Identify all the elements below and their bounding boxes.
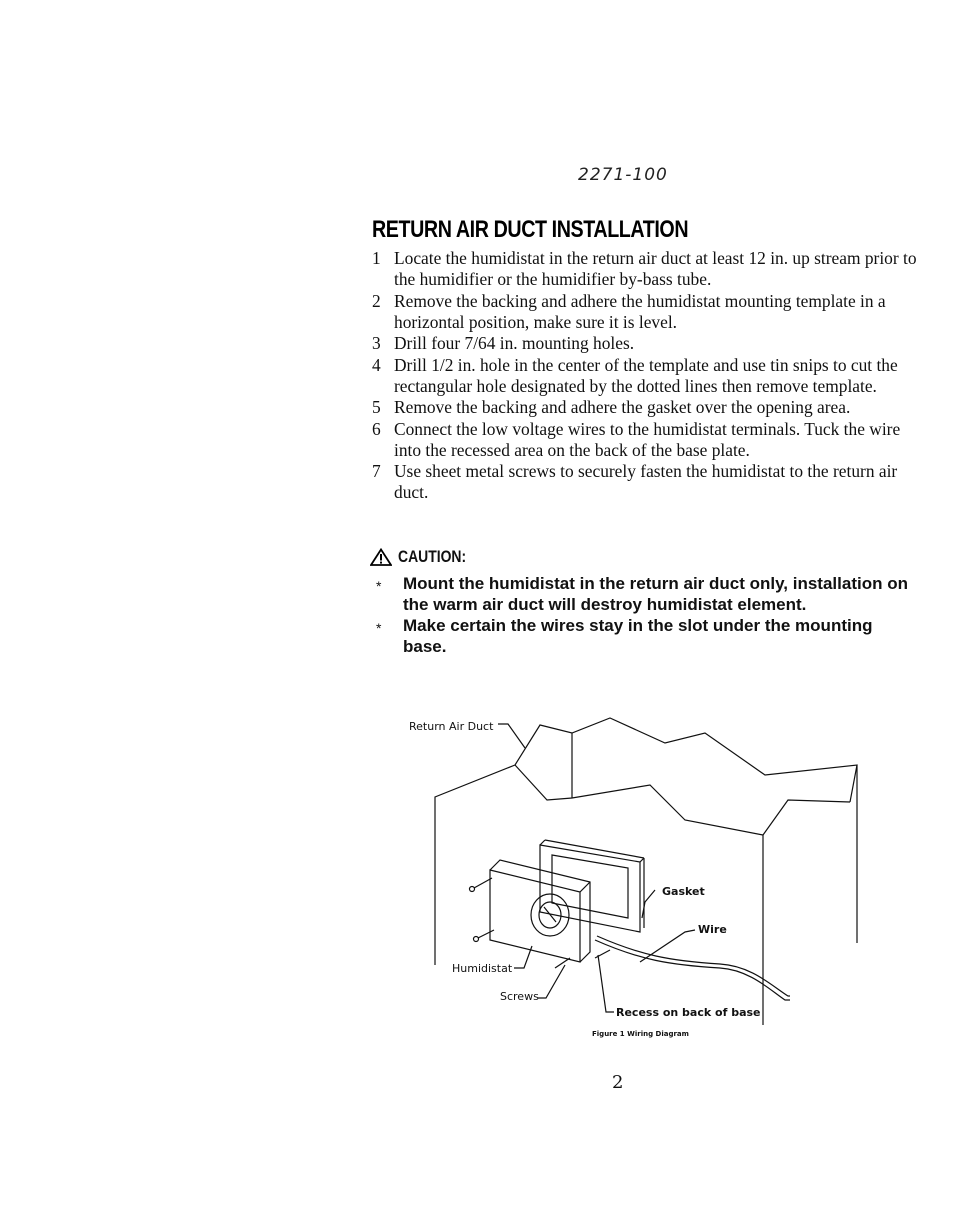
step-item (372, 461, 917, 503)
document-code: 2271-100 (578, 165, 668, 185)
step-item (372, 397, 917, 418)
screws-leader (538, 965, 565, 998)
caution-item (372, 573, 912, 615)
figure-caption: Figure 1 Wiring Diagram (592, 1030, 689, 1038)
step-item (372, 248, 917, 290)
label-screws: Screws (500, 990, 539, 1003)
duct-left-face (435, 765, 515, 965)
warning-triangle-icon (370, 548, 392, 566)
step-text: Remove the backing and adhere the gasket over the opening area. (394, 397, 851, 417)
step-text: Remove the backing and adhere the humidistat mounting template in a horizontal position, make sure it is level. (394, 290, 886, 332)
step-item (372, 291, 917, 333)
step-number: 6 (372, 418, 381, 439)
label-return-air-duct: Return Air Duct (409, 720, 494, 733)
step-text: Locate the humidistat in the return air duct at least 12 in. up stream prior to the humidifier or the humidifier by-bass tube. (394, 248, 917, 289)
step-number: 1 (372, 248, 381, 268)
caution-bullet: * (376, 578, 382, 594)
screw (478, 930, 494, 938)
duct-top-edge (515, 718, 857, 802)
return-air-duct-leader (498, 724, 525, 748)
label-humidistat: Humidistat (452, 962, 513, 975)
step-text: Connect the low voltage wires to the humidistat terminals. Tuck the wire into the recessed area on the back of the base plate. (394, 418, 901, 460)
step-text: Drill 1/2 in. hole in the center of the template and use tin snips to cut the rectangular hole designated by the dotted lines then remove template. (394, 354, 898, 396)
caution-text: Make certain the wires stay in the slot under the mounting base. (403, 616, 873, 656)
humidistat-base (490, 870, 580, 962)
caution-text: Mount the humidistat in the return air duct only, installation on the warm air duct will destroy humidistat element. (403, 574, 908, 614)
wire (595, 940, 790, 1000)
step-number: 5 (372, 397, 381, 417)
step-item (372, 355, 917, 397)
label-recess: Recess on back of base (616, 1006, 761, 1019)
label-gasket: Gasket (662, 885, 705, 898)
caution-label: CAUTION: (398, 547, 467, 566)
screw (595, 950, 610, 958)
caution-bullet: * (376, 620, 382, 636)
step-number: 4 (372, 354, 381, 375)
duct-cut-edge (515, 765, 763, 835)
step-item (372, 419, 917, 461)
wiring-diagram (400, 700, 870, 1050)
step-text: Use sheet metal screws to securely fasten the humidistat to the return air duct. (394, 461, 898, 502)
page-number: 2 (612, 1072, 624, 1093)
step-number: 3 (372, 333, 381, 353)
screw (474, 878, 492, 888)
step-number: 2 (372, 290, 381, 311)
step-number: 7 (372, 461, 381, 481)
caution-item (372, 615, 912, 657)
installation-steps (372, 248, 917, 504)
duct-right-cut (763, 800, 850, 835)
screw (555, 958, 570, 968)
step-text: Drill four 7/64 in. mounting holes. (394, 333, 635, 353)
recess-leader (598, 955, 614, 1012)
step-item (372, 333, 917, 354)
wire-leader (640, 930, 695, 962)
caution-heading (370, 547, 481, 567)
label-wire: Wire (698, 923, 727, 936)
caution-list (372, 573, 912, 657)
section-title: RETURN AIR DUCT INSTALLATION (372, 216, 689, 243)
